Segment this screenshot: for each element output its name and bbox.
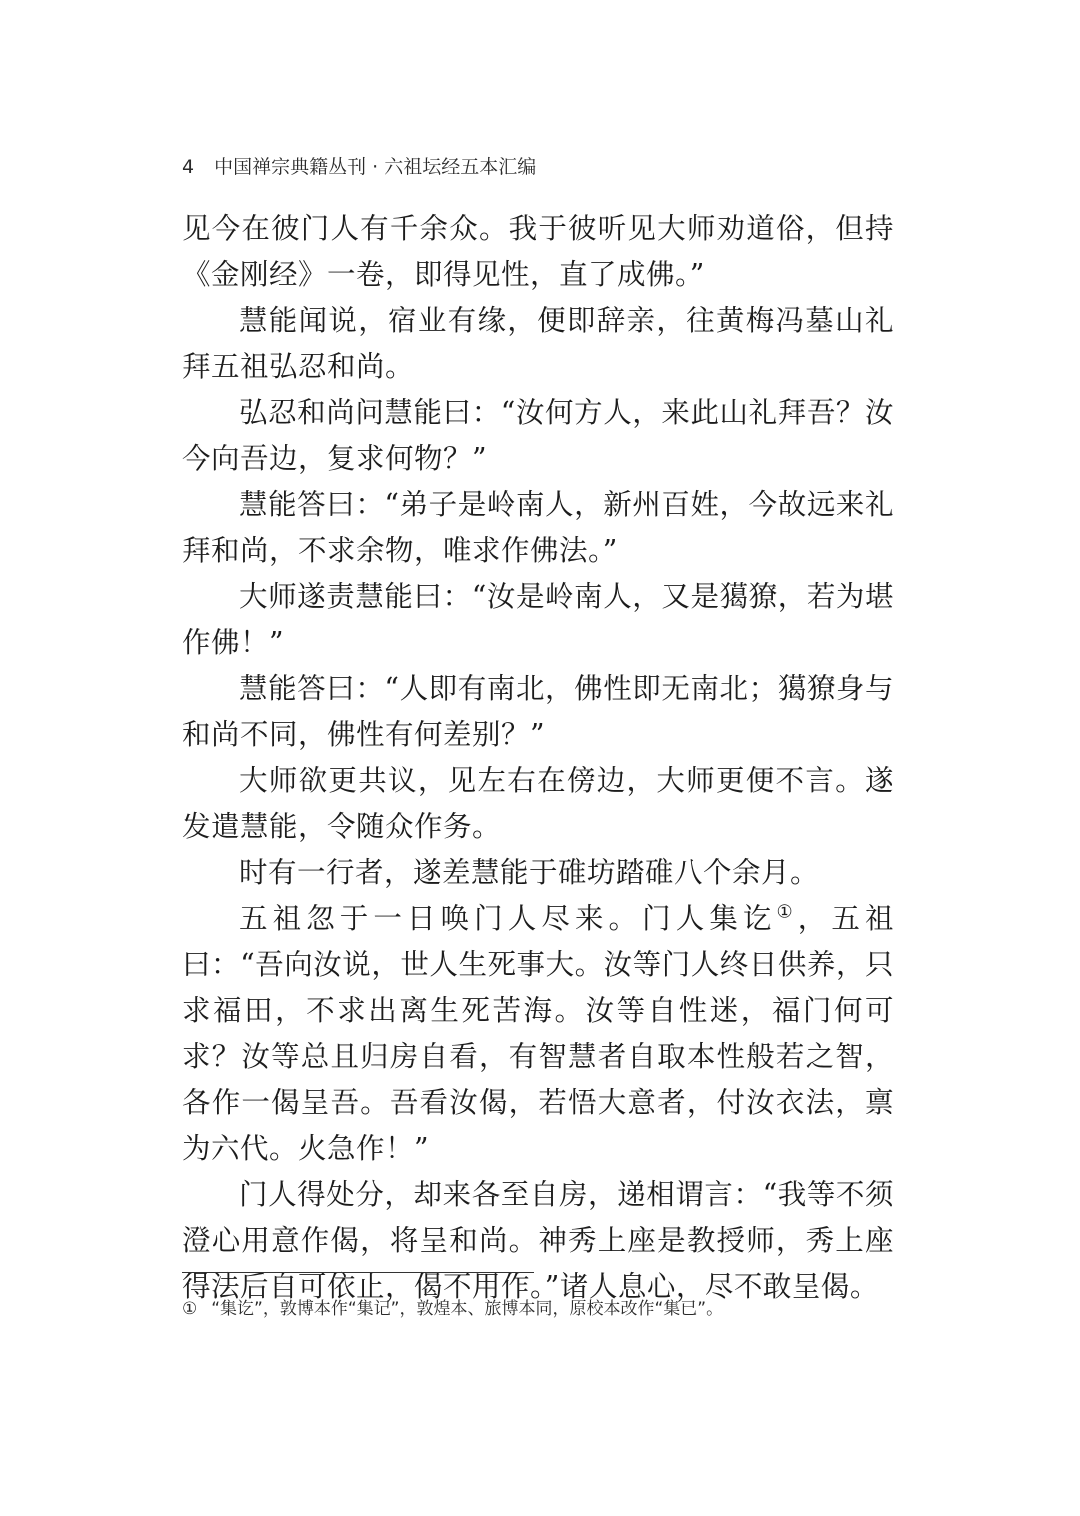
paragraph-4: 慧能答曰：“弟子是岭南人，新州百姓，今故远来礼拜和尚，不求余物，唯求作佛法。”	[182, 488, 894, 567]
paragraph-9-part-1: 五祖忽于一日唤门人尽来。门人集讫	[239, 902, 777, 935]
paragraph-10: 门人得处分，却来各至自房，递相谓言：“我等不须澄心用意作偈，将呈和尚。神秀上座是教授师，秀上座得法后自可依止，偈不用作。”诸人息心，尽不敢呈偈。	[182, 1178, 894, 1303]
paragraph-1: 见今在彼门人有千余众。我于彼听见大师劝道俗，但持《金刚经》一卷，即得见性，直了成佛。”	[182, 212, 894, 291]
paragraph-8: 时有一行者，遂差慧能于碓坊踏碓八个余月。	[239, 856, 820, 889]
footnote-number: ①	[182, 1299, 198, 1319]
paragraph-3: 弘忍和尚问慧能曰：“汝何方人，来此山礼拜吾？汝今向吾边，复求何物？”	[182, 396, 894, 475]
paragraph-2: 慧能闻说，宿业有缘，便即辞亲，往黄梅冯墓山礼拜五祖弘忍和尚。	[182, 304, 894, 383]
running-header	[182, 154, 902, 180]
book-series-title: 中国禅宗典籍丛刊 · 六祖坛经五本汇编	[214, 156, 537, 178]
footnote	[182, 1296, 902, 1322]
footnote-divider	[182, 1272, 534, 1273]
paragraph-5: 大师遂责慧能曰：“汝是岭南人，又是獦獠，若为堪作佛！”	[182, 580, 894, 659]
paragraph-9-part-2: ，五祖曰：“吾向汝说，世人生死事大。汝等门人终日供养，只求福田，不求出离生死苦海。汝等自性迷，福门何可求？汝等总且归房自看，有智慧者自取本性般若之智，各作一偈呈吾。吾看汝偈，若悟大意者，付汝衣法，禀为六代。火急作！”	[182, 902, 894, 1165]
paragraph-9	[182, 896, 894, 1172]
main-text	[182, 206, 894, 1310]
page-number: 4	[182, 156, 195, 178]
paragraph-7: 大师欲更共议，见左右在傍边，大师更便不言。遂发遣慧能，令随众作务。	[182, 764, 894, 843]
paragraph-6: 慧能答曰：“人即有南北，佛性即无南北；獦獠身与和尚不同，佛性有何差别？”	[182, 672, 894, 751]
footnote-reference: ①	[776, 901, 798, 923]
footnote-text: “集讫”，敦博本作“集记”，敦煌本、旅博本同，原校本改作“集已”。	[211, 1299, 724, 1319]
